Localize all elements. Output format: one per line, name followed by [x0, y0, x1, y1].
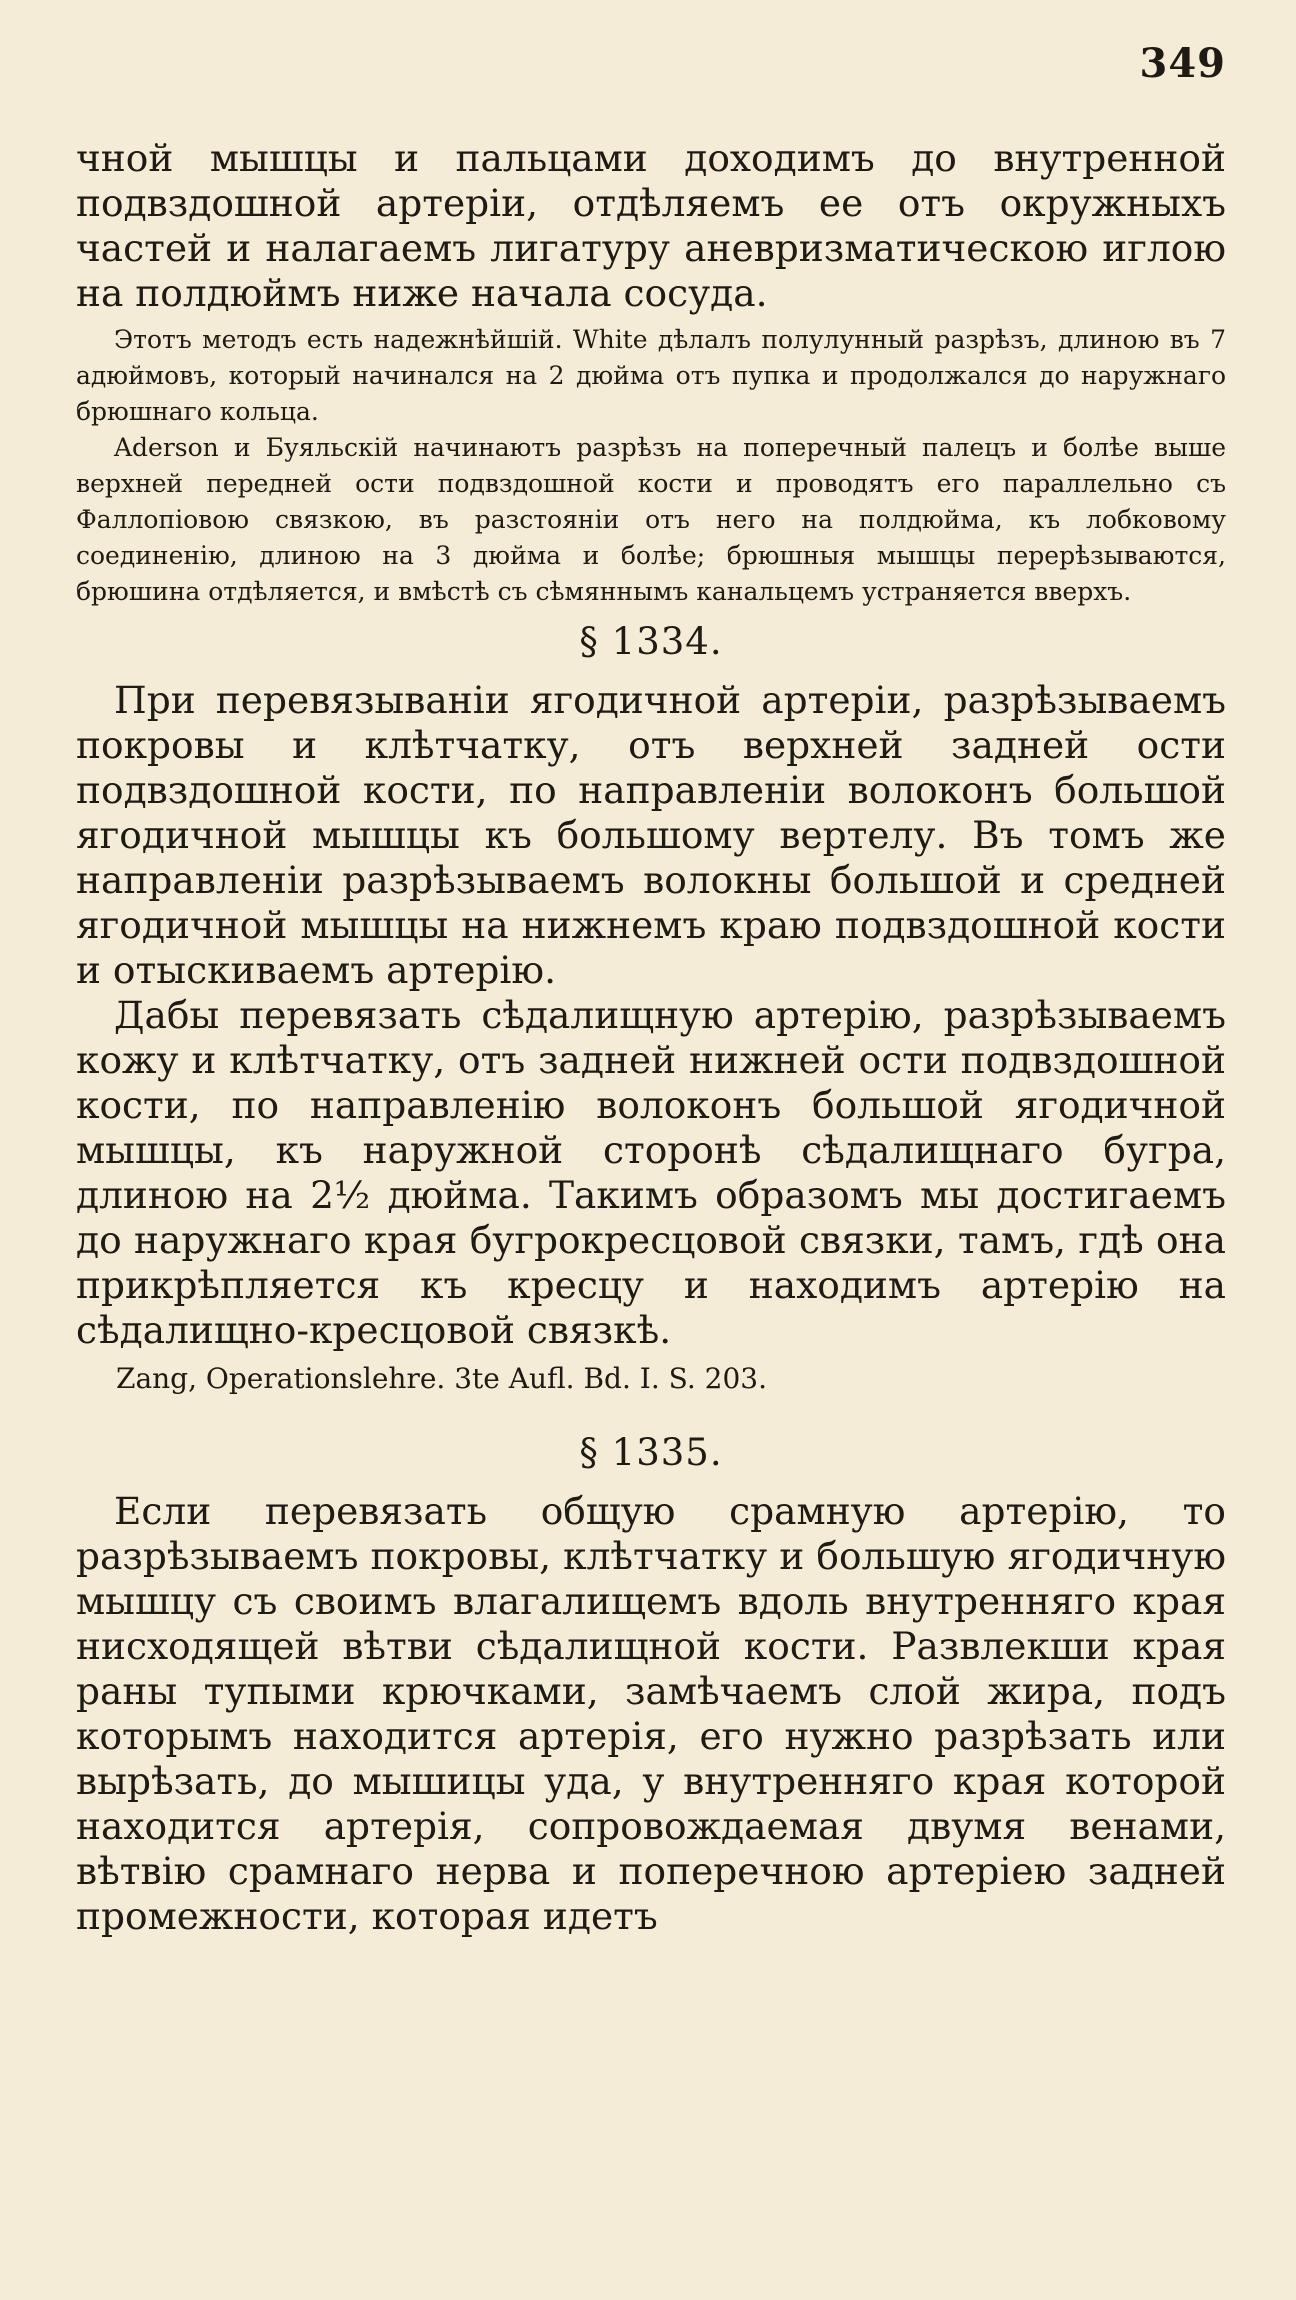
- section-paragraph: При перевязываніи ягодичной артеріи, разрѣзываемъ покровы и клѣтчатку, отъ верхней задней ости подвздошной кости, по направленіи волоконъ большой ягодичной мышцы къ большому вертелу. Въ томъ же направленіи разрѣзываемъ волокны большой и средней ягодичной мышцы на нижнемъ краю подвздошной кости и отыскиваемъ артерію.: [76, 678, 1226, 992]
- section-heading: § 1334.: [579, 620, 723, 663]
- literature-reference: Zang, Operationslehre. 3te Aufl. Bd. I. S. 203.: [116, 1362, 767, 1395]
- section-paragraph: Если перевязать общую срамную артерію, то разрѣзываемъ покровы, клѣтчатку и большую ягодичную мышцу съ своимъ влагалищемъ вдоль внутренняго края нисходящей вѣтви сѣдалищной кости. Развлекши края раны тупыми крючками, замѣчаемъ слой жира, подъ которымъ находится артерія, его нужно разрѣзать или вырѣзать, до мышицы уда, у внутренняго края которой находится артерія, сопровождаемая двумя венами, вѣтвію срамнаго нерва и поперечною артеріею задней промежности, которая идетъ: [76, 1489, 1226, 1938]
- note-paragraph: Этотъ методъ есть надежнѣйшій. White дѣлалъ полулунный разрѣзъ, длиною въ 7 адюймовъ, который начинался на 2 дюйма отъ пупка и продолжался до наружнаго брюшнаго кольца.: [76, 325, 1226, 426]
- section-heading: § 1335.: [579, 1431, 723, 1474]
- section-paragraph: Дабы перевязать сѣдалищную артерію, разрѣзываемъ кожу и клѣтчатку, отъ задней нижней ости подвздошной кости, по направленію волоконъ большой ягодичной мышцы, къ наружной сторонѣ сѣдалищнаго бугра, длиною на 2½ дюйма. Такимъ образомъ мы достигаемъ до наружнаго края бугрокресцовой связки, тамъ, гдѣ она прикрѣпляется къ кресцу и находимъ артерію на сѣдалищно-кресцовой связкѣ.: [76, 993, 1226, 1352]
- section-1335: [76, 1431, 1226, 1939]
- intro-paragraph: чной мышцы и пальцами доходимъ до внутренной подвздошной артеріи, отдѣляемъ ее отъ окружныхъ частей и налагаемъ лигатуру аневризматическою иглою на полдюймъ ниже начала сосуда.: [76, 136, 1226, 315]
- note-paragraph: Aderson и Буяльскій начинаютъ разрѣзъ на поперечный палецъ и болѣе выше верхней передней ости подвздошной кости и проводятъ его параллельно съ Фаллопіовою связкою, въ разстояніи отъ него на полдюйма, къ лобковому соединенію, длиною на 3 дюйма и болѣе; брюшныя мышцы перерѣзываются, брюшина отдѣляется, и вмѣстѣ съ сѣмяннымъ канальцемъ устраняется вверхъ.: [76, 433, 1226, 606]
- page-number: 349: [1139, 40, 1226, 87]
- text-column: [76, 136, 1226, 1939]
- notes-block: [76, 322, 1226, 610]
- section-1334: [76, 620, 1226, 1399]
